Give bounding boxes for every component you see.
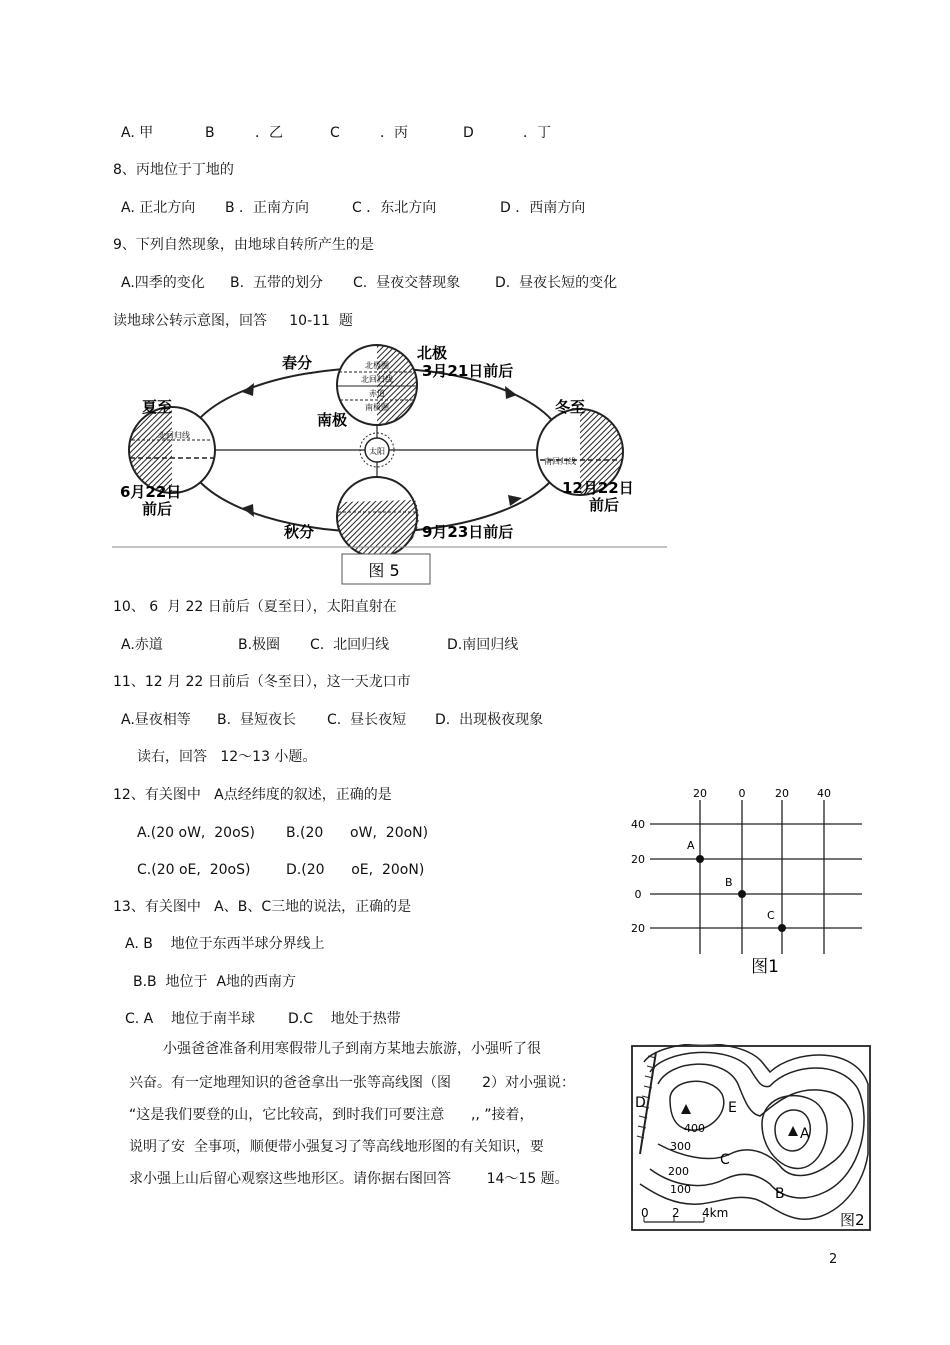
q9-option-a: A.四季的变化: [121, 275, 205, 291]
q7-option-d-letter: D: [463, 125, 474, 141]
q7-option-a: A. 甲: [121, 125, 154, 141]
passage-line-2: 兴奋。有一定地理知识的爸爸拿出一张等高线图（图 2）对小强说：: [129, 1075, 576, 1091]
fig5-sun-label: 太阳: [369, 447, 385, 456]
passage-line-1: 小强爸爸准备利用寒假带儿子到南方某地去旅游，小强听了很: [163, 1041, 541, 1057]
fig1-top-label-2: 0: [738, 787, 746, 800]
fig1-left-label-4: 20: [631, 922, 645, 935]
fig5-south-pole-label: 南极: [317, 411, 348, 429]
fig5-arctic-label: 北极圈: [365, 361, 389, 370]
page-number: 2: [829, 1252, 838, 1267]
fig2-scale-4km: 4km: [702, 1206, 729, 1220]
fig5-ntropic-label: 北回归线: [361, 375, 393, 384]
q11-option-c: C. 昼长夜短: [327, 712, 407, 728]
q8-option-b: B ．正南方向: [225, 200, 310, 216]
q10-stem: 10、 6 月 22 日前后（夏至日），太阳直射在: [113, 599, 397, 615]
q7-option-b-letter: B: [205, 125, 215, 141]
fig1-caption: 图1: [751, 957, 779, 977]
fig2-scale-2: 2: [672, 1206, 680, 1220]
earth-spring-equinox: [337, 345, 417, 425]
fig1-point-a: [696, 855, 704, 863]
fig2-point-a: A: [800, 1126, 810, 1142]
fig1-point-c-label: C: [767, 909, 775, 922]
fig5-autumn-label: 秋分: [284, 523, 315, 541]
fig1-left-label-3: 0: [634, 888, 642, 901]
q11-option-d: D. 出现极夜现象: [435, 712, 544, 728]
q11-option-a: A.昼夜相等: [121, 712, 191, 728]
fig5-caption: 图 5: [368, 561, 400, 580]
fig5-north-pole-label: 北极: [417, 344, 448, 362]
q8-option-d: D ．西南方向: [500, 200, 586, 216]
fig5-dec-date-1: 12月22日: [562, 479, 634, 497]
passage-line-4: 说明了安 全事项，顺便带小强复习了等高线地形图的有关知识，要: [129, 1139, 544, 1155]
fig2-contour-300: 300: [670, 1140, 691, 1153]
q12-option-a: A.(20 oW, 20oS): [137, 825, 255, 841]
fig1-left-label-1: 40: [631, 818, 645, 831]
fig1-left-label-2: 20: [631, 853, 645, 866]
fig2-contour-100: 100: [670, 1183, 691, 1196]
fig2-point-b: B: [775, 1186, 785, 1202]
fig5-antarctic-label: 南极圈: [365, 403, 389, 412]
fig1-point-b: [738, 890, 746, 898]
fig1-point-a-label: A: [687, 839, 695, 852]
fig5-winter-label: 冬至: [555, 398, 586, 416]
fig5-summer-label: 夏至: [142, 398, 173, 416]
q12-option-b: B.(20 oW, 20oN): [286, 825, 429, 841]
fig5-jun-date-1: 6月22日: [120, 483, 182, 501]
q7-option-c-text: ．丙: [380, 125, 408, 141]
fig5-jun-date-2: 前后: [142, 500, 173, 518]
passage-line-3: “这是我们要登的山，它比较高，到时我们可要注意 ,, ”接着，: [129, 1107, 534, 1123]
q10-option-c: C. 北回归线: [310, 637, 390, 653]
fig5-spring-label: 春分: [282, 354, 313, 372]
q9-option-b: B. 五带的划分: [230, 275, 323, 291]
q8-stem: 8、丙地位于丁地的: [113, 162, 234, 178]
q8-option-a: A. 正北方向: [121, 200, 196, 216]
earth-autumn-equinox: [337, 477, 419, 557]
fig1-point-c: [778, 924, 786, 932]
q11-option-b: B. 昼短夜长: [217, 712, 296, 728]
fig2-caption: 图2: [840, 1211, 865, 1229]
q7-option-d-text: ．丁: [523, 125, 551, 141]
figure-2-contour-map: [630, 1044, 874, 1234]
read-instruction-12-13: 读右，回答 12～13 小题。: [137, 749, 317, 765]
read-instruction-10-11: 读地球公转示意图，回答 10-11 题: [113, 313, 353, 329]
q12-stem: 12、有关图中 A点经纬度的叙述，正确的是: [113, 787, 392, 803]
fig2-contour-200: 200: [668, 1165, 689, 1178]
passage-line-5: 求小强上山后留心观察这些地形区。请你据右图回答 14～15 题。: [129, 1171, 569, 1187]
earth-summer-solstice: [129, 407, 215, 493]
fig1-top-label-3: 20: [775, 787, 789, 800]
q12-option-c: C.(20 oE, 20oS): [137, 862, 251, 878]
fig5-winter-tropic-label: 南回归线: [544, 457, 576, 466]
fig2-point-d: D: [635, 1095, 646, 1111]
fig1-top-label-4: 40: [817, 787, 831, 800]
fig2-point-c: C: [720, 1152, 730, 1168]
figure-5-earth-revolution: [112, 340, 667, 585]
fig5-mar-date-label: 3月21日前后: [422, 362, 514, 380]
fig5-dec-date-2: 前后: [589, 496, 620, 514]
fig5-equator-label: 赤道: [369, 389, 385, 398]
q13-stem: 13、有关图中 A、B、C三地的说法，正确的是: [113, 899, 412, 915]
fig1-point-b-label: B: [725, 876, 733, 889]
q13-option-c: C. A 地位于南半球: [125, 1011, 256, 1027]
fig2-scale-0: 0: [641, 1206, 649, 1220]
figure-1-latlong-grid: [622, 782, 872, 982]
fig2-point-e: E: [728, 1100, 737, 1116]
q10-option-b: B.极圈: [238, 637, 281, 653]
q13-option-a: A. B 地位于东西半球分界线上: [125, 936, 325, 952]
fig1-top-label-1: 20: [693, 787, 707, 800]
q9-option-d: D. 昼夜长短的变化: [495, 275, 618, 291]
q13-option-d: D.C 地处于热带: [288, 1011, 401, 1027]
fig5-sep-date-label: 9月23日前后: [422, 523, 514, 541]
q9-stem: 9、下列自然现象，由地球自转所产生的是: [113, 237, 374, 253]
q11-stem: 11、12 月 22 日前后（冬至日），这一天龙口市: [113, 674, 411, 690]
fig5-summer-tropic-label: 北回归线: [158, 431, 190, 440]
q10-option-d: D.南回归线: [447, 637, 519, 653]
q10-option-a: A.赤道: [121, 637, 163, 653]
fig2-contour-400: 400: [684, 1122, 705, 1135]
q12-option-d: D.(20 oE, 20oN): [286, 862, 425, 878]
q7-option-b-text: ．乙: [255, 125, 283, 141]
q7-option-c-letter: C: [330, 125, 340, 141]
q9-option-c: C. 昼夜交替现象: [353, 275, 461, 291]
q8-option-c: C ．东北方向: [352, 200, 437, 216]
q13-option-b: B.B 地位于 A地的西南方: [133, 974, 297, 990]
